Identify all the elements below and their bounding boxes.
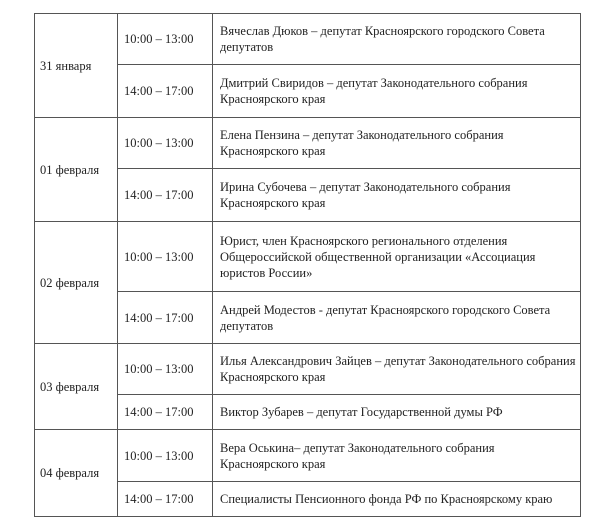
table-row (35, 118, 581, 169)
person-cell (213, 65, 581, 118)
person-text: Юрист, член Красноярского регионального отделения Общероссийской общественной организации «Ассоциация юристов России» (220, 233, 536, 280)
person-text: Вячеслав Дюков – депутат Красноярского городского Совета депутатов (220, 24, 545, 54)
table-row (35, 344, 581, 395)
person-text: Дмитрий Свиридов – депутат Законодательного собрания Красноярского края (220, 76, 528, 106)
time-cell: 14:00 – 17:00 (118, 482, 213, 517)
time-cell: 10:00 – 13:00 (118, 344, 213, 395)
person-text: Виктор Зубарев – депутат Государственной думы РФ (220, 405, 503, 419)
person-text: Илья Александрович Зайцев – депутат Законодательного собрания Красноярского края (220, 354, 576, 384)
time-cell: 14:00 – 17:00 (118, 169, 213, 222)
time-cell: 10:00 – 13:00 (118, 222, 213, 292)
date-cell: 04 февраля (35, 430, 118, 517)
date-cell: 01 февраля (35, 118, 118, 222)
reception-schedule-table (34, 13, 581, 517)
table-row (35, 430, 581, 482)
date-cell: 02 февраля (35, 222, 118, 344)
person-text: Андрей Модестов - депутат Красноярского городского Совета депутатов (220, 302, 551, 333)
person-cell (213, 118, 581, 169)
table-row (35, 222, 581, 292)
person-cell (213, 395, 581, 430)
person-cell (213, 430, 581, 482)
table-row (35, 14, 581, 65)
time-cell: 10:00 – 13:00 (118, 430, 213, 482)
person-text: Ирина Субочева – депутат Законодательного собрания Красноярского края (220, 180, 511, 210)
person-text: Специалисты Пенсионного фонда РФ по Красноярскому краю (220, 492, 553, 506)
person-cell (213, 169, 581, 222)
person-cell (213, 222, 581, 292)
person-cell (213, 482, 581, 517)
person-cell (213, 292, 581, 344)
person-cell (213, 14, 581, 65)
date-cell: 03 февраля (35, 344, 118, 430)
time-cell: 10:00 – 13:00 (118, 14, 213, 65)
person-text: Вера Оськина– депутат Законодательного собрания Красноярского края (220, 440, 495, 471)
date-cell: 31 января (35, 14, 118, 118)
time-cell: 10:00 – 13:00 (118, 118, 213, 169)
person-cell (213, 344, 581, 395)
time-cell: 14:00 – 17:00 (118, 292, 213, 344)
person-text: Елена Пензина – депутат Законодательного собрания Красноярского края (220, 128, 504, 158)
time-cell: 14:00 – 17:00 (118, 65, 213, 118)
time-cell: 14:00 – 17:00 (118, 395, 213, 430)
